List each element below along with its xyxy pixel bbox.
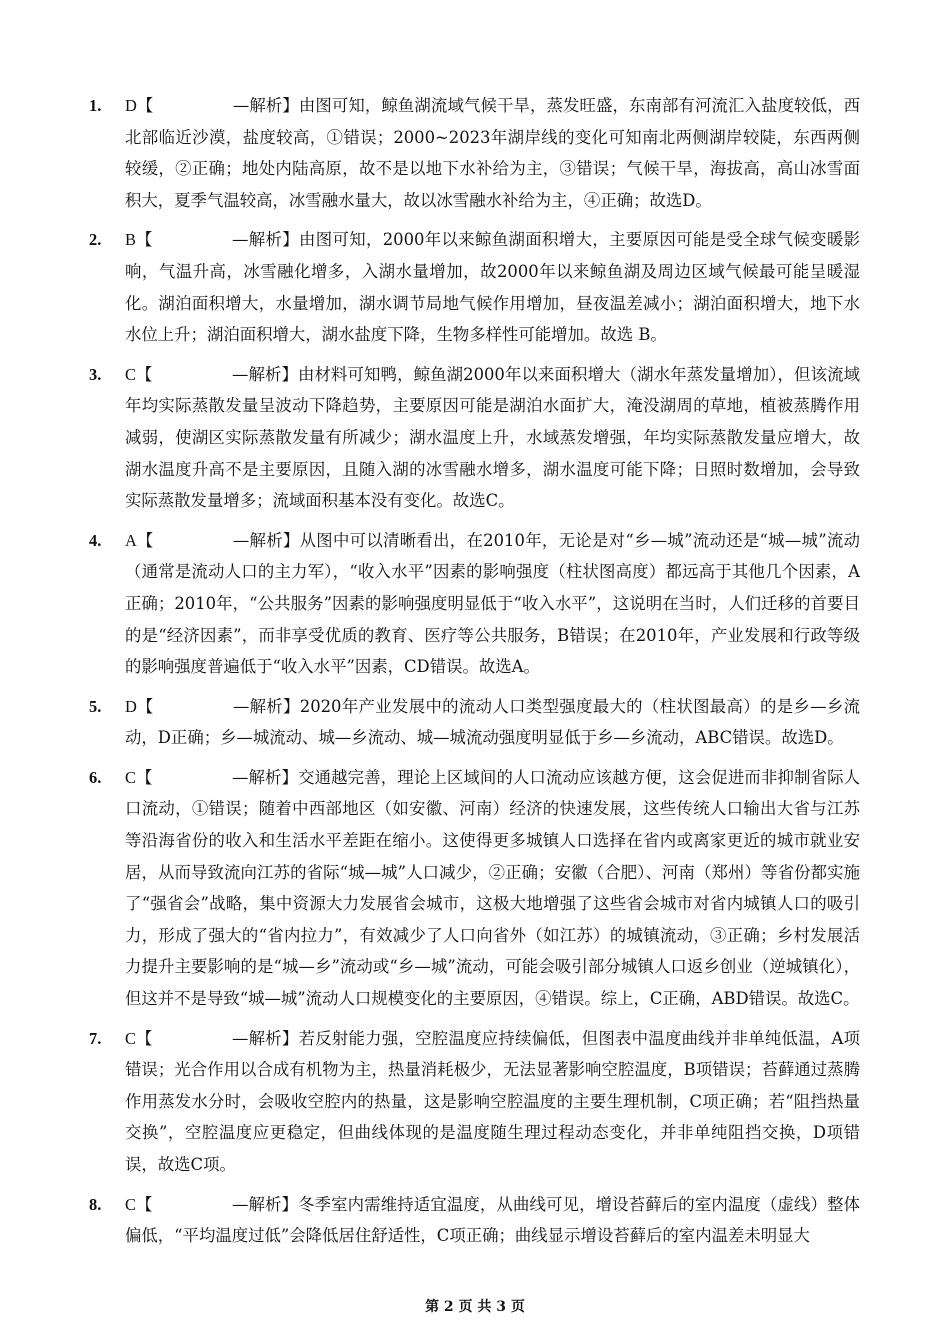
answer-item [89, 1189, 861, 1252]
analysis-text: 冬季室内需维持适宜温度，从曲线可见，增设苔藓后的室内温度（虚线）整体偏低，“平均温度过低”会降低居住舒适性，C项正确；曲线显示增设苔藓后的室内温差未明显大 [125, 1194, 861, 1246]
analysis-text: 若反射能力强，空腔温度应持续偏低，但图表中温度曲线并非单纯低温，A项错误；光合作用以合成有机物为主，热量消耗极少，无法显著影响空腔温度，B项错误；苔藓通过蒸腾作用蒸发水分时，会吸收空腔内的热量，这是影响空腔温度的主要生理机制，C项正确；若“阻挡热量交换”，空腔温度应更稳定，但曲线体现的是温度随生理过程动态变化，并非单纯阻挡交换，D项错误，故选C项。 [125, 1028, 860, 1174]
answer-bracket: 【 [136, 96, 154, 115]
analysis-text: 2020年产业发展中的流动人口类型强度最大的（柱状图最高）的是乡—乡流动，D正确；乡—城流动、城—乡流动、城—城流动强度明显低于乡—乡流动，ABC错误。故选D。 [125, 696, 861, 748]
analysis-text: 交通越完善，理论上区域间的人口流动应该越方便，这会促进而非抑制省际人口流动，①错误；随着中西部地区（如安徽、河南）经济的快速发展，这些传统人口输出大省与江苏等沿海省份的收入和生活水平差距在缩小。这使得更多城镇人口选择在省内或离家更近的城市就业安居，从而导致流向江苏的省际“城—城”人口减少，②正确；安徽（合肥）、河南（郑州）等省份都实施了“强省会”战略，集中资源大力发展省会城市，这极大地增强了这些省会城市对省内城镇人口的吸引力，形成了强大的“省内拉力”，有效减少了人口向省外（如江苏）的城镇流动，③正确；乡村发展活力提升主要影响的是“城—乡”流动或“乡—城”流动，可能会吸引部分城镇人口返乡创业（逆城镇化），但这并不是导致“城—城”流动人口规模变化的主要原因，④错误。综上，C正确，ABD错误。故选C。 [125, 767, 861, 1009]
answer-item [89, 691, 861, 754]
answer-letter: C [125, 1028, 136, 1048]
analysis-tag: —解析】 [231, 364, 298, 384]
answer-item [89, 359, 860, 517]
question-number: 1. [89, 96, 102, 115]
analysis-tag: —解析】 [232, 530, 300, 550]
answer-bracket: 【 [135, 1028, 153, 1048]
answer-letter: B [125, 230, 136, 250]
answer-item [89, 1023, 860, 1181]
answer-bracket: 【 [135, 364, 153, 384]
answer-letter: C [125, 364, 136, 384]
question-number: 7. [89, 1028, 102, 1048]
answer-item [89, 90, 861, 216]
answer-letter: C [125, 767, 136, 787]
analysis-tag: —解析】 [231, 1028, 299, 1048]
question-number: 5. [89, 696, 102, 716]
answer-bracket: 【 [136, 530, 154, 550]
analysis-tag: —解析】 [231, 230, 299, 250]
answer-list [0, 90, 950, 1260]
question-number: 8. [89, 1194, 102, 1214]
answer-letter: D [125, 96, 137, 115]
answer-item [89, 762, 861, 1015]
analysis-tag: —解析】 [232, 696, 300, 716]
question-number: 6. [89, 767, 102, 787]
answer-bracket: 【 [135, 767, 153, 787]
analysis-tag: —解析】 [232, 96, 299, 115]
answer-letter: A [125, 530, 137, 550]
analysis-text: 由图可知，2000年以来鲸鱼湖面积增大，主要原因可能是受全球气候变暖影响，气温升高，冰雪融化增多，入湖水量增加，故2000年以来鲸鱼湖及周边区域气候最可能呈暖湿化。湖泊面积增大，水量增加，湖水调节局地气候作用增加，昼夜温差减小；湖泊面积增大，地下水水位上升；湖泊面积增大，湖水盐度下降，生物多样性可能增加。故选 B。 [125, 230, 860, 345]
question-number: 2. [89, 230, 102, 250]
analysis-tag: —解析】 [231, 1194, 299, 1214]
analysis-text: 从图中可以清晰看出，在2010年，无论是对“乡—城”流动还是“城—城”流动（通常是流动人口的主力军），“收入水平”因素的影响强度（柱状图高度）都远高于其他几个因素，A正确；2010年，“公共服务”因素的影响强度明显低于“收入水平”，这说明在当时，人们迁移的首要目的是“经济因素”，而非享受优质的教育、医疗等公共服务，B错误；在2010年，产业发展和行政等级的影响强度普遍低于“收入水平”因素，CD错误。故选A。 [125, 530, 861, 677]
analysis-text: 由材料可知鸭，鲸鱼湖2000年以来面积增大（湖水年蒸发量增加），但该流域年均实际蒸散发量呈波动下降趋势，主要原因可能是湖泊水面扩大，淹没湖周的草地，植被蒸腾作用减弱，使湖区实际蒸散发量有所减少；湖水温度上升，水域蒸发增强，年均实际蒸散发量应增大，故湖水温度升高不是主要原因，且随入湖的冰雪融水增多，湖水温度可能下降；日照时数增加，会导致实际蒸散发量增多；流域面积基本没有变化。故选C。 [125, 364, 860, 511]
analysis-text: 由图可知，鲸鱼湖流域气候干旱，蒸发旺盛，东南部有河流汇入盐度较低，西北部临近沙漠，盐度较高，①错误；2000~2023年湖岸线的变化可知南北两侧湖岸较陡，东西两侧较缓，②正确；地处内陆高原，故不是以地下水补给为主，③错误；气候干旱，海拔高，高山冰雪面积大，夏季气温较高，冰雪融水量大，故以冰雪融水补给为主，④正确；故选D。 [125, 96, 861, 210]
answer-bracket: 【 [135, 230, 153, 250]
answer-item [89, 525, 861, 683]
page-footer: 第 2 页 共 3 页 [425, 1299, 525, 1315]
question-number: 3. [89, 364, 102, 384]
answer-item [89, 224, 860, 350]
question-number: 4. [89, 530, 102, 550]
answer-bracket: 【 [136, 696, 154, 716]
answer-letter: D [125, 696, 137, 716]
analysis-tag: —解析】 [231, 767, 299, 787]
answer-letter: C [125, 1194, 136, 1214]
answer-bracket: 【 [135, 1194, 153, 1214]
